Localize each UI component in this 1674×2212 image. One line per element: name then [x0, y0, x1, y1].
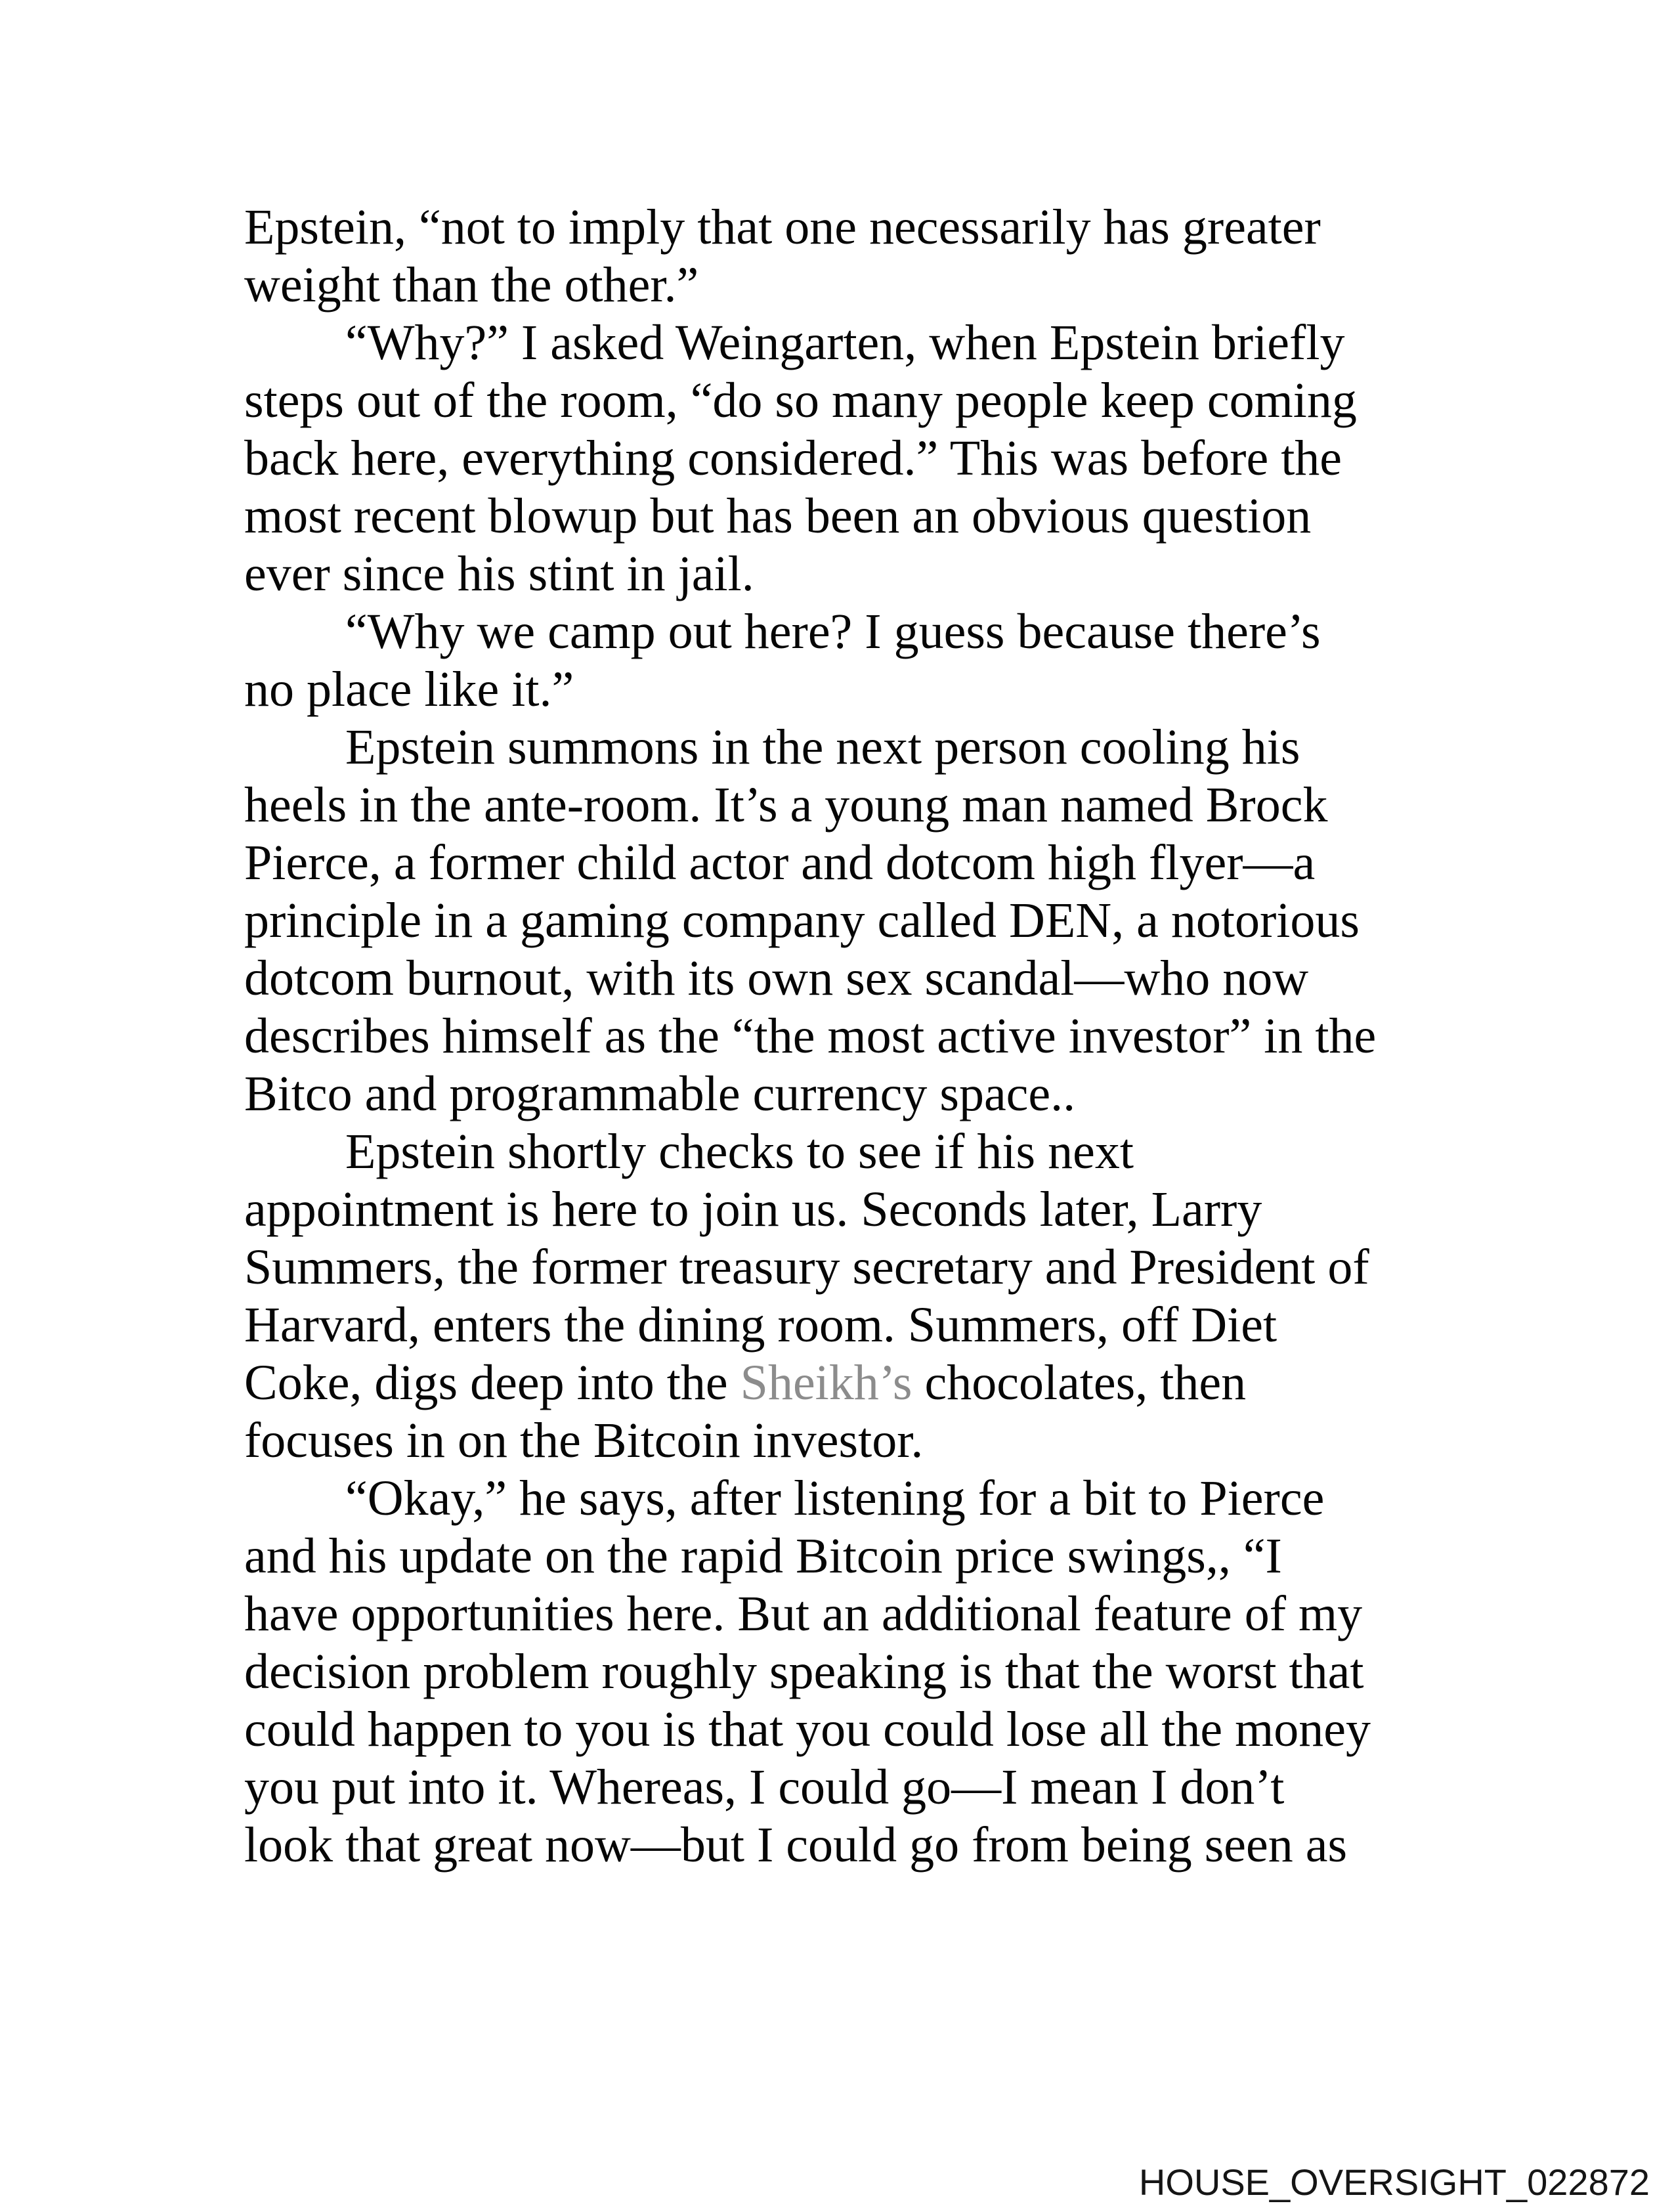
text-line: you put into it. Whereas, I could go—I mean I don’t [244, 1760, 1285, 1815]
document-text [244, 198, 1400, 1874]
text-line: appointment is here to join us. Seconds later, Larry [244, 1182, 1262, 1237]
text-line: have opportunities here. But an additional feature of my [244, 1586, 1363, 1641]
text-line: dotcom burnout, with its own sex scandal—who now [244, 951, 1309, 1006]
text-line: Epstein summons in the next person cooling his [345, 720, 1300, 775]
text-line: describes himself as the “the most active investor” in the [244, 1008, 1377, 1064]
text-line [244, 1354, 1400, 1412]
text-line: Epstein, “not to imply that one necessarily has greater [244, 200, 1321, 255]
bates-number: HOUSE_OVERSIGHT_022872 [1138, 2161, 1650, 2203]
text-line: “Okay,” he says, after listening for a bit to Pierce [345, 1471, 1325, 1526]
text-segment: chocolates, then [912, 1355, 1247, 1410]
text-line: Pierce, a former child actor and dotcom high flyer—a [244, 835, 1316, 890]
text-line: and his update on the rapid Bitcoin price swings,, “I [244, 1529, 1282, 1584]
text-line: could happen to you is that you could lose all the money [244, 1702, 1371, 1757]
text-line: Bitco and programmable currency space.. [244, 1066, 1076, 1121]
text-line: Harvard, enters the dining room. Summers, off Diet [244, 1297, 1277, 1353]
text-line: ever since his stint in jail. [244, 546, 754, 601]
text-line: decision problem roughly speaking is that the worst that [244, 1644, 1364, 1699]
text-line: Summers, the former treasury secretary and President of [244, 1240, 1369, 1295]
text-line: steps out of the room, “do so many people keep coming [244, 373, 1357, 428]
text-line: “Why?” I asked Weingarten, when Epstein briefly [345, 315, 1345, 370]
text-line: look that great now—but I could go from being seen as [244, 1817, 1348, 1873]
text-line: most recent blowup but has been an obvious question [244, 488, 1312, 544]
text-line: focuses in on the Bitcoin investor. [244, 1413, 924, 1468]
text-line: heels in the ante-room. It’s a young man named Brock [244, 777, 1328, 833]
text-segment: Coke, digs deep into the [244, 1355, 740, 1410]
text-line: principle in a gaming company called DEN, a notorious [244, 893, 1360, 948]
text-line: Epstein shortly checks to see if his next [345, 1124, 1134, 1179]
muted-word: Sheikh’s [740, 1355, 912, 1410]
text-line: weight than the other.” [244, 257, 699, 313]
text-line: back here, everything considered.” This was before the [244, 431, 1342, 486]
text-line: “Why we camp out here? I guess because there’s [345, 604, 1321, 659]
text-line: no place like it.” [244, 662, 574, 717]
